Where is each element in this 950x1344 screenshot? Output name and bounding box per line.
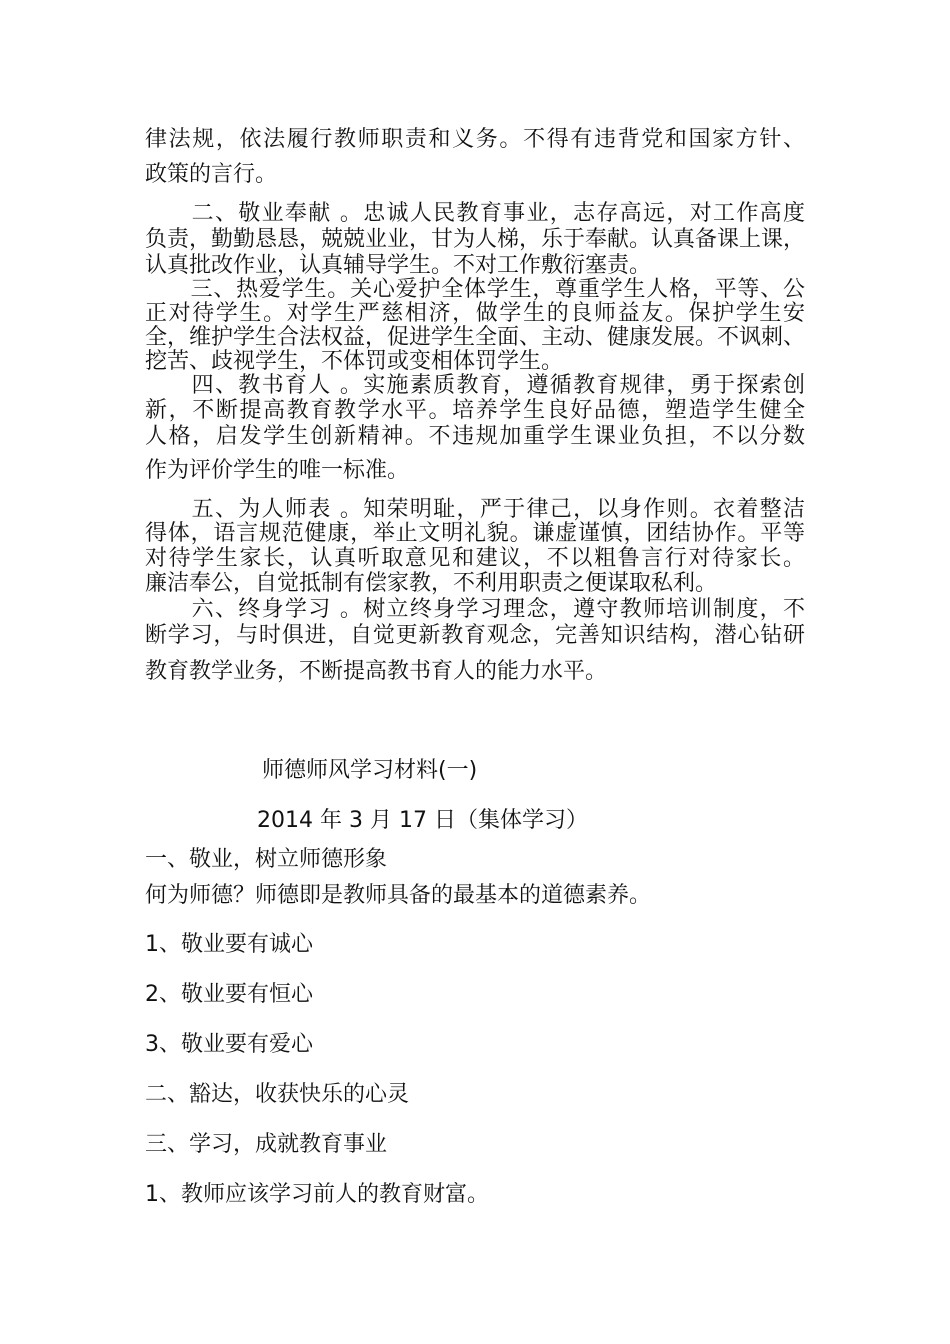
section-1-intro: 何为师德？师德即是教师具备的最基本的道德素养。 [145,883,652,908]
principle-3-line-3: 全，维护学生合法权益，促进学生全面、主动、健康发展。不讽刺、 [145,325,806,350]
principle-4-line-2: 新，不断提高教育教学水平。培养学生良好品德，塑造学生健全 [145,398,805,423]
section-3-heading: 三、学习，成就教育事业 [145,1132,388,1157]
principle-6-line-1: 六、终身学习 。树立终身学习理念，遵守教师培训制度，不 [145,597,805,622]
section-3-item-1: 1、教师应该学习前人的教育财富。 [145,1182,489,1207]
material-title: 师德师风学习材料(一) [262,758,478,783]
principle-5-line-1: 五、为人师表 。知荣明耻，严于律己，以身作则。衣着整洁 [145,497,805,522]
principle-5-line-2: 得体，语言规范健康，举止文明礼貌。谦虚谨慎，团结协作。平等 [145,521,805,546]
principle-5-line-4: 廉洁奉公，自觉抵制有偿家教，不利用职责之便谋取私利。 [145,571,718,596]
principle-6-line-2: 断学习，与时俱进，自觉更新教育观念，完善知识结构，潜心钻研 [145,623,805,648]
principle-1-line-1: 律法规，依法履行教师职责和义务。不得有违背党和国家方针、 [145,127,805,152]
section-2-heading: 二、豁达，收获快乐的心灵 [145,1082,410,1107]
principle-4-line-4: 作为评价学生的唯一标准。 [145,458,410,483]
section-1-item-2: 2、敬业要有恒心 [145,982,313,1007]
section-1-item-3: 3、敬业要有爱心 [145,1032,313,1057]
section-1-heading: 一、敬业，树立师德形象 [145,847,388,872]
principle-3-line-2: 正对待学生。对学生严慈相济，做学生的良师益友。保护学生安 [145,301,805,326]
principle-1-line-2: 政策的言行。 [145,162,278,187]
principle-3-line-4: 挖苦、歧视学生，不体罚或变相体罚学生。 [145,349,564,374]
principle-2-line-3: 认真批改作业，认真辅导学生。不对工作敷衍塞责。 [145,253,652,278]
principle-6-line-3: 教育教学业务，不断提高教书育人的能力水平。 [145,659,608,684]
principle-3-line-1: 三、热爱学生。关心爱护全体学生，尊重学生人格，平等、公 [145,277,805,302]
material-date: 2014 年 3 月 17 日（集体学习） [257,808,588,833]
principle-4-line-3: 人格，启发学生创新精神。不违规加重学生课业负担，不以分数 [145,424,805,449]
principle-4-line-1: 四、教书育人 。实施素质教育，遵循教育规律，勇于探索创 [145,373,805,398]
principle-5-line-3: 对待学生家长，认真听取意见和建议，不以粗鲁言行对待家长。 [145,546,805,571]
principle-2-line-1: 二、敬业奉献 。忠诚人民教育事业，志存高远，对工作高度 [145,201,805,226]
principle-2-line-2: 负责，勤勤恳恳，兢兢业业，甘为人梯，乐于奉献。认真备课上课， [145,227,806,252]
section-1-item-1: 1、敬业要有诚心 [145,932,313,957]
